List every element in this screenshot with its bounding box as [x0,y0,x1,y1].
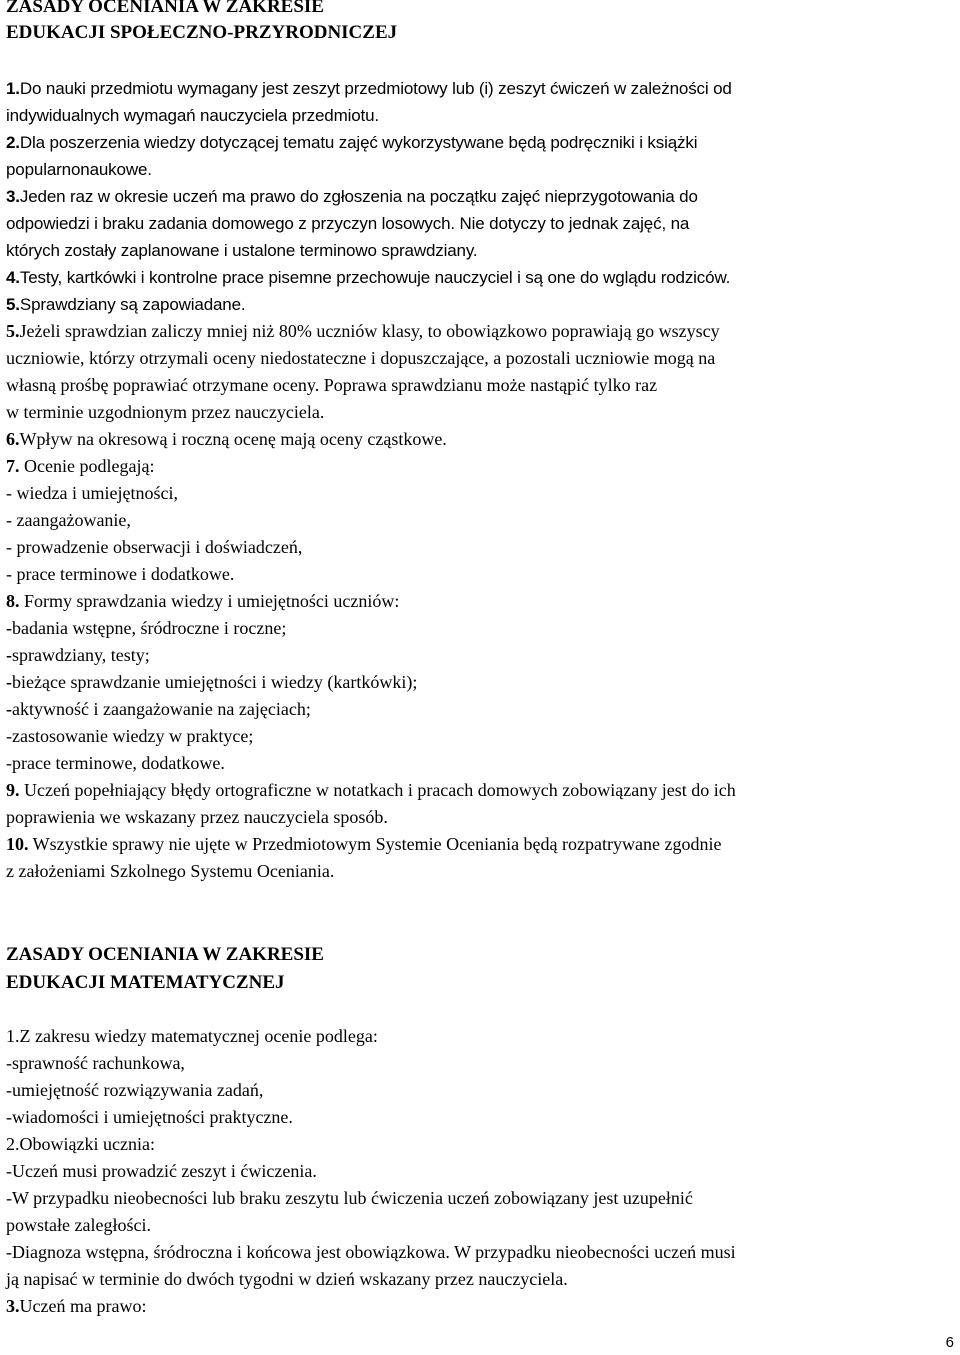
text-line [6,750,954,777]
item-text: -Uczeń musi prowadzić zeszyt i ćwiczenia. [6,1161,317,1181]
text-line [6,345,954,372]
item-number: 3. [6,1296,20,1316]
text-line [6,1050,954,1077]
item-text: Uczeń popełniający błędy ortograficzne w notatkach i pracach domowych zobowiązany jest do ich [19,780,736,800]
item-text: -wiadomości i umiejętności praktyczne. [6,1107,293,1127]
item-number: 8. [6,591,20,611]
item-text: 1.Z zakresu wiedzy matematycznej ocenie podlega: [6,1026,378,1046]
text-line [6,777,954,804]
text-line [6,1077,954,1104]
section1-heading-line2: EDUKACJI SPOŁECZNO-PRZYRODNICZEJ [6,22,398,43]
text-line [6,1104,954,1131]
section2-heading-line1: ZASADY OCENIANIA W ZAKRESIE [6,944,324,965]
item-text: aktywność i zaangażowanie na zajęciach; [12,699,311,719]
item-number: 6. [6,429,20,449]
item-number: - [6,618,12,638]
text-line [6,453,954,480]
item-text: Jeden raz w okresie uczeń ma prawo do zgłoszenia na początku zajęć nieprzygotowania do [19,187,698,206]
item-text: -umiejętność rozwiązywania zadań, [6,1080,264,1100]
item-text: własną prośbę poprawiać otrzymane oceny. Poprawa sprawdzianu może nastąpić tylko raz [6,375,658,395]
item-number: - [6,672,12,692]
text-line [6,669,954,696]
text-line [6,102,954,129]
text-line [6,831,954,858]
text-line [6,372,954,399]
item-text: Dla poszerzenia wiedzy dotyczącej tematu zajęć wykorzystywane będą podręczniki i książki [19,133,698,152]
section2-heading [6,942,954,996]
page-number: 6 [945,1334,954,1351]
text-line [6,291,954,318]
item-text: Wpływ na okresową i roczną ocenę mają oceny cząstkowe. [19,429,447,449]
item-number: - [6,699,12,719]
item-text: Jeżeli sprawdzian zaliczy mniej niż 80% uczniów klasy, to obowiązkowo poprawiają go wszyscy [19,321,720,341]
text-line [6,183,954,210]
text-line [6,858,954,885]
text-line [6,1185,954,1212]
item-number: 7. [6,456,20,476]
item-text: Formy sprawdzania wiedzy i umiejętności uczniów: [19,591,400,611]
section1-list-b [6,318,954,885]
text-line [6,696,954,723]
text-line [6,426,954,453]
text-line [6,1293,954,1320]
item-text: - prace terminowe i dodatkowe. [6,564,235,584]
text-line [6,507,954,534]
text-line [6,1239,954,1266]
item-text: ją napisać w terminie do dwóch tygodni w dzień wskazany przez nauczyciela. [6,1269,568,1289]
text-line [6,1023,954,1050]
text-line [6,1212,954,1239]
item-text: których zostały zaplanowane i ustalone terminowo sprawdziany. [6,241,478,260]
text-line [6,399,954,426]
text-line [6,129,954,156]
item-text: badania wstępne, śródroczne i roczne; [12,618,287,638]
item-text: w terminie uzgodnionym przez nauczyciela. [6,402,325,422]
item-text: -W przypadku nieobecności lub braku zeszytu lub ćwiczenia uczeń zobowiązany jest uzupełnić [6,1188,693,1208]
item-text: Sprawdziany są zapowiadane. [19,295,246,314]
item-text: odpowiedzi i braku zadania domowego z przyczyn losowych. Nie dotyczy to jednak zajęć, na [6,214,690,233]
item-text: Testy, kartkówki i kontrolne prace pisemne przechowuje nauczyciel i są one do wglądu rodziców. [19,268,731,287]
text-line [6,1131,954,1158]
item-text: - zaangażowanie, [6,510,131,530]
section2-heading-line2: EDUKACJI MATEMATYCZNEJ [6,972,285,993]
text-line [6,642,954,669]
text-line [6,615,954,642]
item-text: z założeniami Szkolnego Systemu Oceniania. [6,861,335,881]
section1-heading [6,0,954,46]
text-line [6,561,954,588]
item-text: - wiedza i umiejętności, [6,483,178,503]
item-text: - prowadzenie obserwacji i doświadczeń, [6,537,303,557]
text-line [6,318,954,345]
item-number: 1. [6,79,20,98]
item-number: 3. [6,187,20,206]
item-text: Do nauki przedmiotu wymagany jest zeszyt przedmiotowy lub (i) zeszyt ćwiczeń w zależności od [19,79,732,98]
item-text: -sprawność rachunkowa, [6,1053,185,1073]
item-text: poprawienia we wskazany przez nauczyciela sposób. [6,807,388,827]
item-text: powstałe zaległości. [6,1215,151,1235]
item-number: - [6,645,12,665]
item-text: sprawdziany, testy; [12,645,150,665]
item-text: -zastosowanie wiedzy w praktyce; [6,726,254,746]
text-line [6,804,954,831]
item-number: 5. [6,321,20,341]
item-number: 10. [6,834,29,854]
text-line [6,264,954,291]
text-line [6,237,954,264]
text-line [6,156,954,183]
item-number: 4. [6,268,20,287]
text-line [6,723,954,750]
text-line [6,210,954,237]
text-line [6,75,954,102]
section1-heading-line1: ZASADY OCENIANIA W ZAKRESIE [6,0,324,17]
item-text: popularnonaukowe. [6,160,152,179]
item-number: 2. [6,133,20,152]
text-line [6,534,954,561]
section1-list-a [6,75,954,318]
text-line [6,1158,954,1185]
section2-list [6,1023,954,1320]
item-text: bieżące sprawdzanie umiejętności i wiedzy (kartkówki); [12,672,418,692]
item-text: Uczeń ma prawo: [19,1296,147,1316]
text-line [6,1266,954,1293]
item-number: 5. [6,295,20,314]
text-line [6,480,954,507]
item-text: -Diagnoza wstępna, śródroczna i końcowa jest obowiązkowa. W przypadku nieobecności uczeń musi [6,1242,736,1262]
item-text: 2.Obowiązki ucznia: [6,1134,155,1154]
item-text: uczniowie, którzy otrzymali oceny niedostateczne i dopuszczające, a pozostali uczniowie mogą na [6,348,716,368]
item-text: Ocenie podlegają: [19,456,155,476]
item-text: Wszystkie sprawy nie ujęte w Przedmiotowym Systemie Oceniania będą rozpatrywane zgodnie [28,834,722,854]
item-text: -prace terminowe, dodatkowe. [6,753,225,773]
text-line [6,588,954,615]
item-text: indywidualnych wymagań nauczyciela przedmiotu. [6,106,379,125]
item-number: 9. [6,780,20,800]
